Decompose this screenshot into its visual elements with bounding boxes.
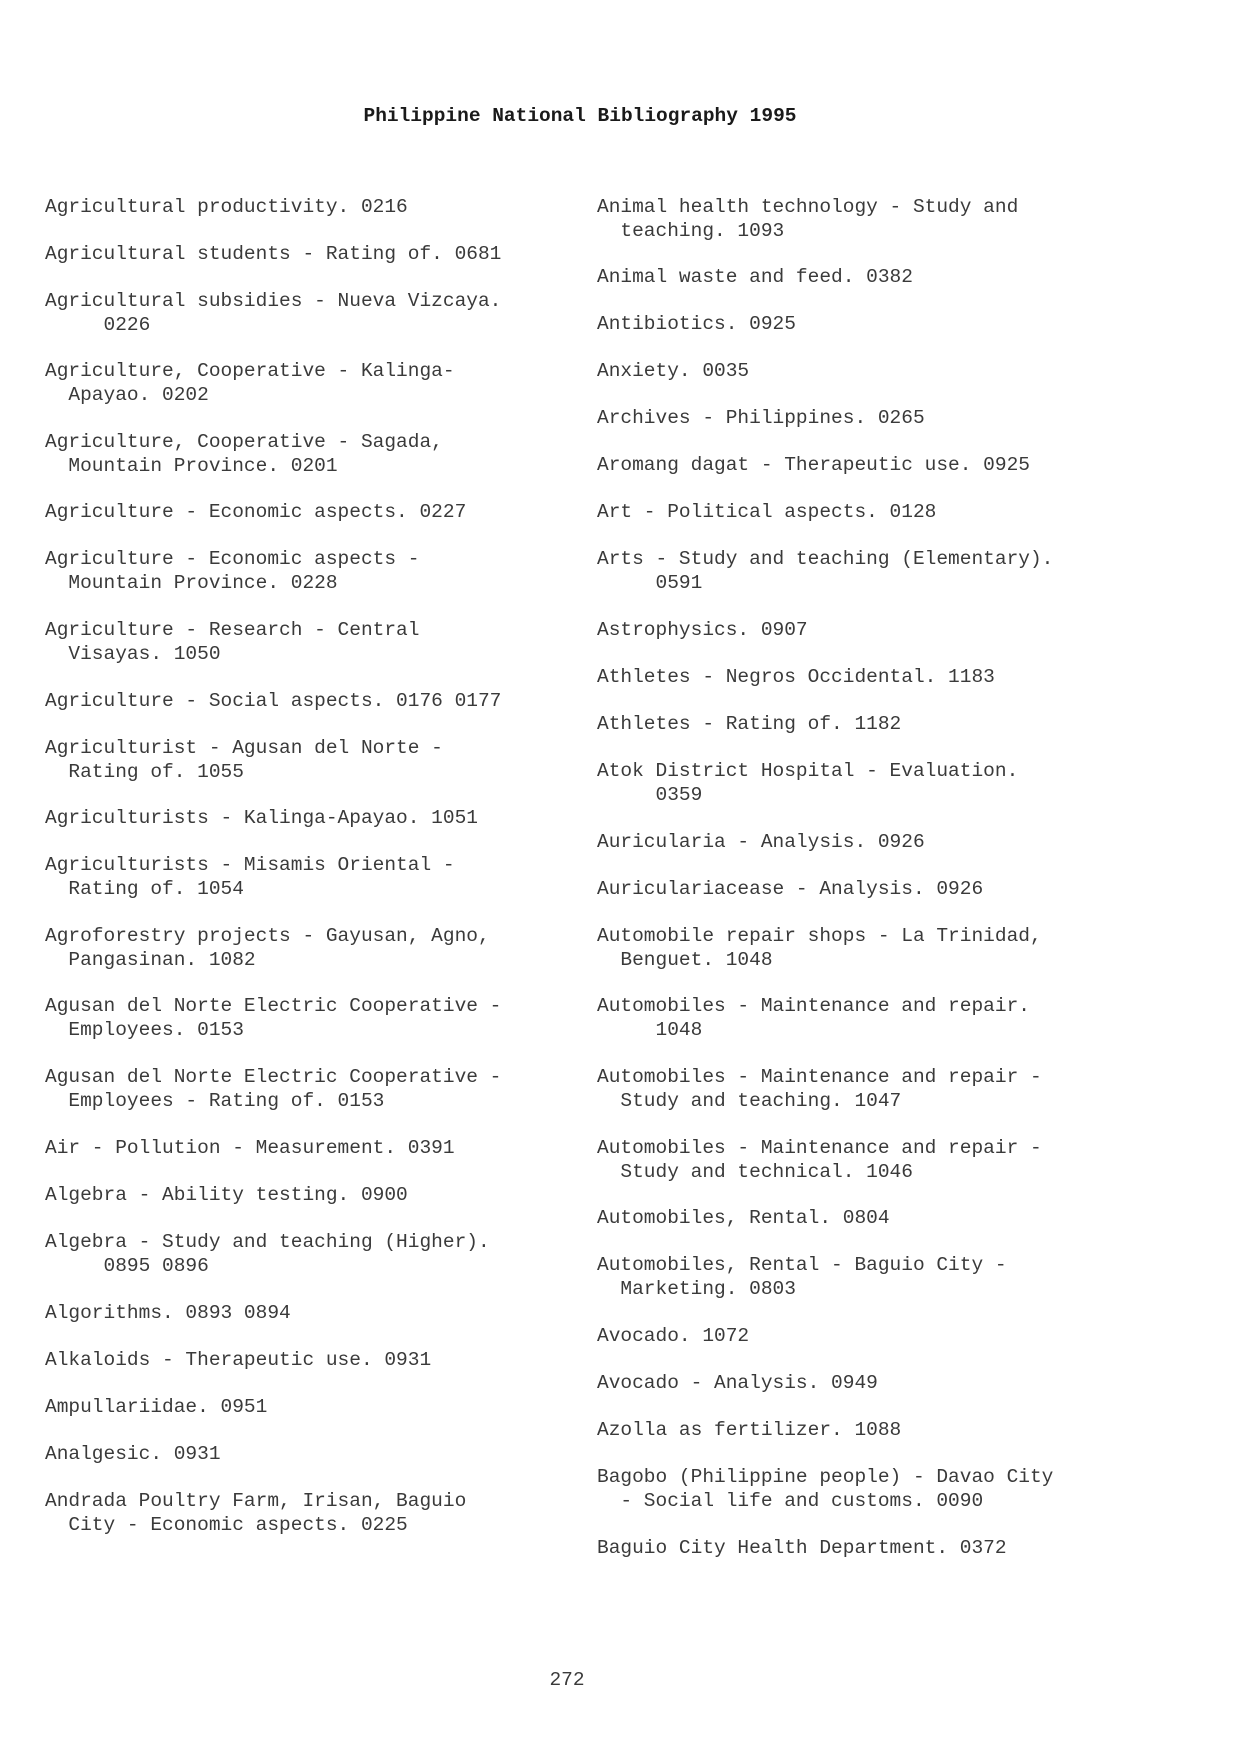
index-entry (597, 666, 1157, 690)
entry-line: Agusan del Norte Electric Cooperative - (45, 1066, 502, 1088)
entry-line: Employees. 0153 (45, 1018, 244, 1041)
index-entry (45, 1396, 585, 1420)
entry-line: Agusan del Norte Electric Cooperative - (45, 995, 502, 1017)
entry-line: Archives - Philippines. 0265 (597, 407, 925, 429)
entry-line: Algorithms. 0893 0894 (45, 1302, 291, 1324)
entry-line: Pangasinan. 1082 (45, 948, 256, 971)
index-entry (597, 407, 1157, 431)
index-entry (45, 619, 585, 666)
index-entry (597, 925, 1157, 972)
index-entry (597, 360, 1157, 384)
entry-line: 0591 (597, 571, 703, 594)
index-entry (45, 925, 585, 972)
entry-line: Alkaloids - Therapeutic use. 0931 (45, 1349, 432, 1371)
entry-line: Agriculture, Cooperative - Kalinga- (45, 360, 455, 382)
entry-line: Animal health technology - Study and (597, 196, 1019, 218)
index-entry (45, 1302, 585, 1326)
entry-line: City - Economic aspects. 0225 (45, 1513, 408, 1536)
index-entry (597, 1325, 1157, 1349)
index-entry (45, 1137, 585, 1161)
entry-line: Baguio City Health Department. 0372 (597, 1537, 1007, 1559)
index-entry (597, 1254, 1157, 1301)
page-title: Philippine National Bibliography 1995 (363, 105, 797, 127)
index-entry (45, 431, 585, 478)
index-entry (597, 1137, 1157, 1184)
entry-line: Rating of. 1055 (45, 760, 244, 783)
entry-line: Avocado. 1072 (597, 1325, 750, 1347)
index-entry (45, 807, 585, 831)
entry-line: Astrophysics. 0907 (597, 619, 808, 641)
index-entry (45, 1490, 585, 1537)
index-entry (597, 713, 1157, 737)
entry-line: Employees - Rating of. 0153 (45, 1089, 385, 1112)
entry-line: Visayas. 1050 (45, 642, 221, 665)
entry-line: Apayao. 0202 (45, 383, 209, 406)
index-entry (597, 1466, 1157, 1513)
entry-line: Rating of. 1054 (45, 877, 244, 900)
entry-line: Agriculture - Social aspects. 0176 0177 (45, 690, 502, 712)
entry-line: Avocado - Analysis. 0949 (597, 1372, 878, 1394)
entry-line: Algebra - Study and teaching (Higher). (45, 1231, 490, 1253)
entry-line: 0359 (597, 783, 703, 806)
index-entry (45, 1349, 585, 1373)
entry-line: Andrada Poultry Farm, Irisan, Baguio (45, 1490, 467, 1512)
entry-line: Agriculture - Economic aspects - (45, 548, 420, 570)
entry-line: 0895 0896 (45, 1254, 209, 1277)
entry-line: Bagobo (Philippine people) - Davao City (597, 1466, 1054, 1488)
entry-line: Athletes - Rating of. 1182 (597, 713, 902, 735)
index-entry (45, 1184, 585, 1208)
entry-line: teaching. 1093 (597, 219, 785, 242)
entry-line: Art - Political aspects. 0128 (597, 501, 937, 523)
index-entry (45, 548, 585, 595)
page-number: 272 (549, 1669, 585, 1691)
index-entry (597, 831, 1157, 855)
entry-line: Aromang dagat - Therapeutic use. 0925 (597, 454, 1030, 476)
index-entry (597, 313, 1157, 337)
entry-line: Automobiles, Rental. 0804 (597, 1207, 890, 1229)
index-entry (597, 878, 1157, 902)
index-entry (597, 1372, 1157, 1396)
index-entry (45, 501, 585, 525)
entry-line: Agriculturist - Agusan del Norte - (45, 737, 443, 759)
entry-line: Auricularia - Analysis. 0926 (597, 831, 925, 853)
index-entry (597, 619, 1157, 643)
entry-line: Benguet. 1048 (597, 948, 773, 971)
index-entry (597, 1537, 1157, 1561)
index-entry (597, 454, 1157, 478)
index-entry (597, 995, 1157, 1042)
entry-line: Animal waste and feed. 0382 (597, 266, 913, 288)
index-entry (45, 1443, 585, 1467)
index-entry (45, 290, 585, 337)
index-entry (45, 1066, 585, 1113)
entry-line: Atok District Hospital - Evaluation. (597, 760, 1019, 782)
index-entry (597, 501, 1157, 525)
entry-line: Agriculture, Cooperative - Sagada, (45, 431, 443, 453)
entry-line: Anxiety. 0035 (597, 360, 750, 382)
entry-line: Auriculariacease - Analysis. 0926 (597, 878, 984, 900)
index-entry (45, 737, 585, 784)
entry-line: Antibiotics. 0925 (597, 313, 796, 335)
entry-line: Agriculture - Economic aspects. 0227 (45, 501, 467, 523)
entry-line: Study and teaching. 1047 (597, 1089, 902, 1112)
index-entry (597, 196, 1157, 243)
entry-line: Automobiles, Rental - Baguio City - (597, 1254, 1007, 1276)
entry-line: Agroforestry projects - Gayusan, Agno, (45, 925, 490, 947)
index-entry (45, 1231, 585, 1278)
index-entry (45, 360, 585, 407)
index-entry (45, 196, 585, 220)
entry-line: 0226 (45, 313, 151, 336)
index-entry (45, 995, 585, 1042)
entry-line: Agriculturists - Misamis Oriental - (45, 854, 455, 876)
entry-line: Automobiles - Maintenance and repair. (597, 995, 1030, 1017)
entry-line: Marketing. 0803 (597, 1277, 796, 1300)
entry-line: Azolla as fertilizer. 1088 (597, 1419, 902, 1441)
index-entry (597, 1419, 1157, 1443)
entry-line: Mountain Province. 0201 (45, 454, 338, 477)
entry-line: Mountain Province. 0228 (45, 571, 338, 594)
index-entry (597, 1066, 1157, 1113)
entry-line: Automobiles - Maintenance and repair - (597, 1137, 1042, 1159)
index-entry (45, 690, 585, 714)
index-entry (45, 243, 585, 267)
entry-line: Agricultural subsidies - Nueva Vizcaya. (45, 290, 502, 312)
index-entry (597, 266, 1157, 290)
entry-line: - Social life and customs. 0090 (597, 1489, 984, 1512)
entry-line: Agriculturists - Kalinga-Apayao. 1051 (45, 807, 478, 829)
entry-line: Agricultural productivity. 0216 (45, 196, 408, 218)
entry-line: Arts - Study and teaching (Elementary). (597, 548, 1054, 570)
index-entry (597, 548, 1157, 595)
entry-line: 1048 (597, 1018, 703, 1041)
index-entry (597, 760, 1157, 807)
entry-line: Air - Pollution - Measurement. 0391 (45, 1137, 455, 1159)
entry-line: Automobiles - Maintenance and repair - (597, 1066, 1042, 1088)
entry-line: Analgesic. 0931 (45, 1443, 221, 1465)
entry-line: Agriculture - Research - Central (45, 619, 420, 641)
entry-line: Study and technical. 1046 (597, 1160, 913, 1183)
entry-line: Ampullariidae. 0951 (45, 1396, 268, 1418)
entry-line: Athletes - Negros Occidental. 1183 (597, 666, 995, 688)
entry-line: Algebra - Ability testing. 0900 (45, 1184, 408, 1206)
entry-line: Automobile repair shops - La Trinidad, (597, 925, 1042, 947)
index-entry (45, 854, 585, 901)
entry-line: Agricultural students - Rating of. 0681 (45, 243, 502, 265)
index-entry (597, 1207, 1157, 1231)
